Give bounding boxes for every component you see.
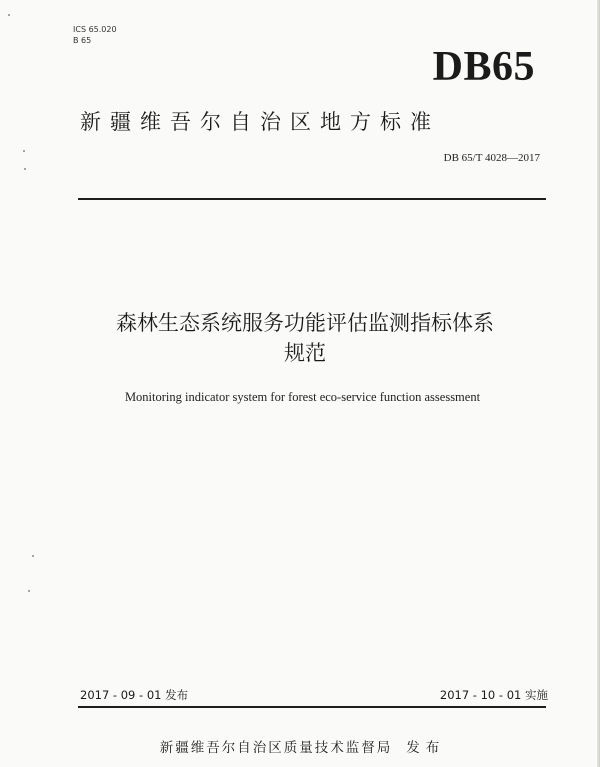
ics-code: ICS 65.020 (73, 25, 117, 34)
publish-date: 2017 - 09 - 01 发布 (80, 688, 189, 702)
issuer-verb: 发布 (406, 740, 446, 756)
scan-speck (8, 14, 10, 16)
issuer-line (60, 736, 545, 756)
english-title: Monitoring indicator system for forest eco-service function assessment (124, 390, 481, 404)
title-line-2: 规范 (284, 341, 326, 365)
classification-codes (73, 24, 117, 46)
ccs-code: B 65 (73, 36, 92, 45)
issuer-name: 新疆维吾尔自治区质量技术监督局 (159, 740, 393, 756)
scan-speck (24, 168, 26, 170)
scan-speck (32, 555, 34, 557)
scan-speck (28, 590, 30, 592)
document-title (70, 308, 540, 368)
title-line-1: 森林生态系统服务功能评估监测指标体系 (116, 311, 494, 335)
scan-speck (23, 150, 25, 152)
standard-category: 新疆维吾尔自治区地方标准 (80, 110, 440, 134)
standard-number: DB 65/T 4028—2017 (443, 152, 540, 164)
implement-date: 2017 - 10 - 01 实施 (439, 688, 548, 702)
bottom-divider (78, 706, 546, 708)
top-divider (78, 198, 546, 200)
standard-logo: DB65 (432, 44, 535, 90)
